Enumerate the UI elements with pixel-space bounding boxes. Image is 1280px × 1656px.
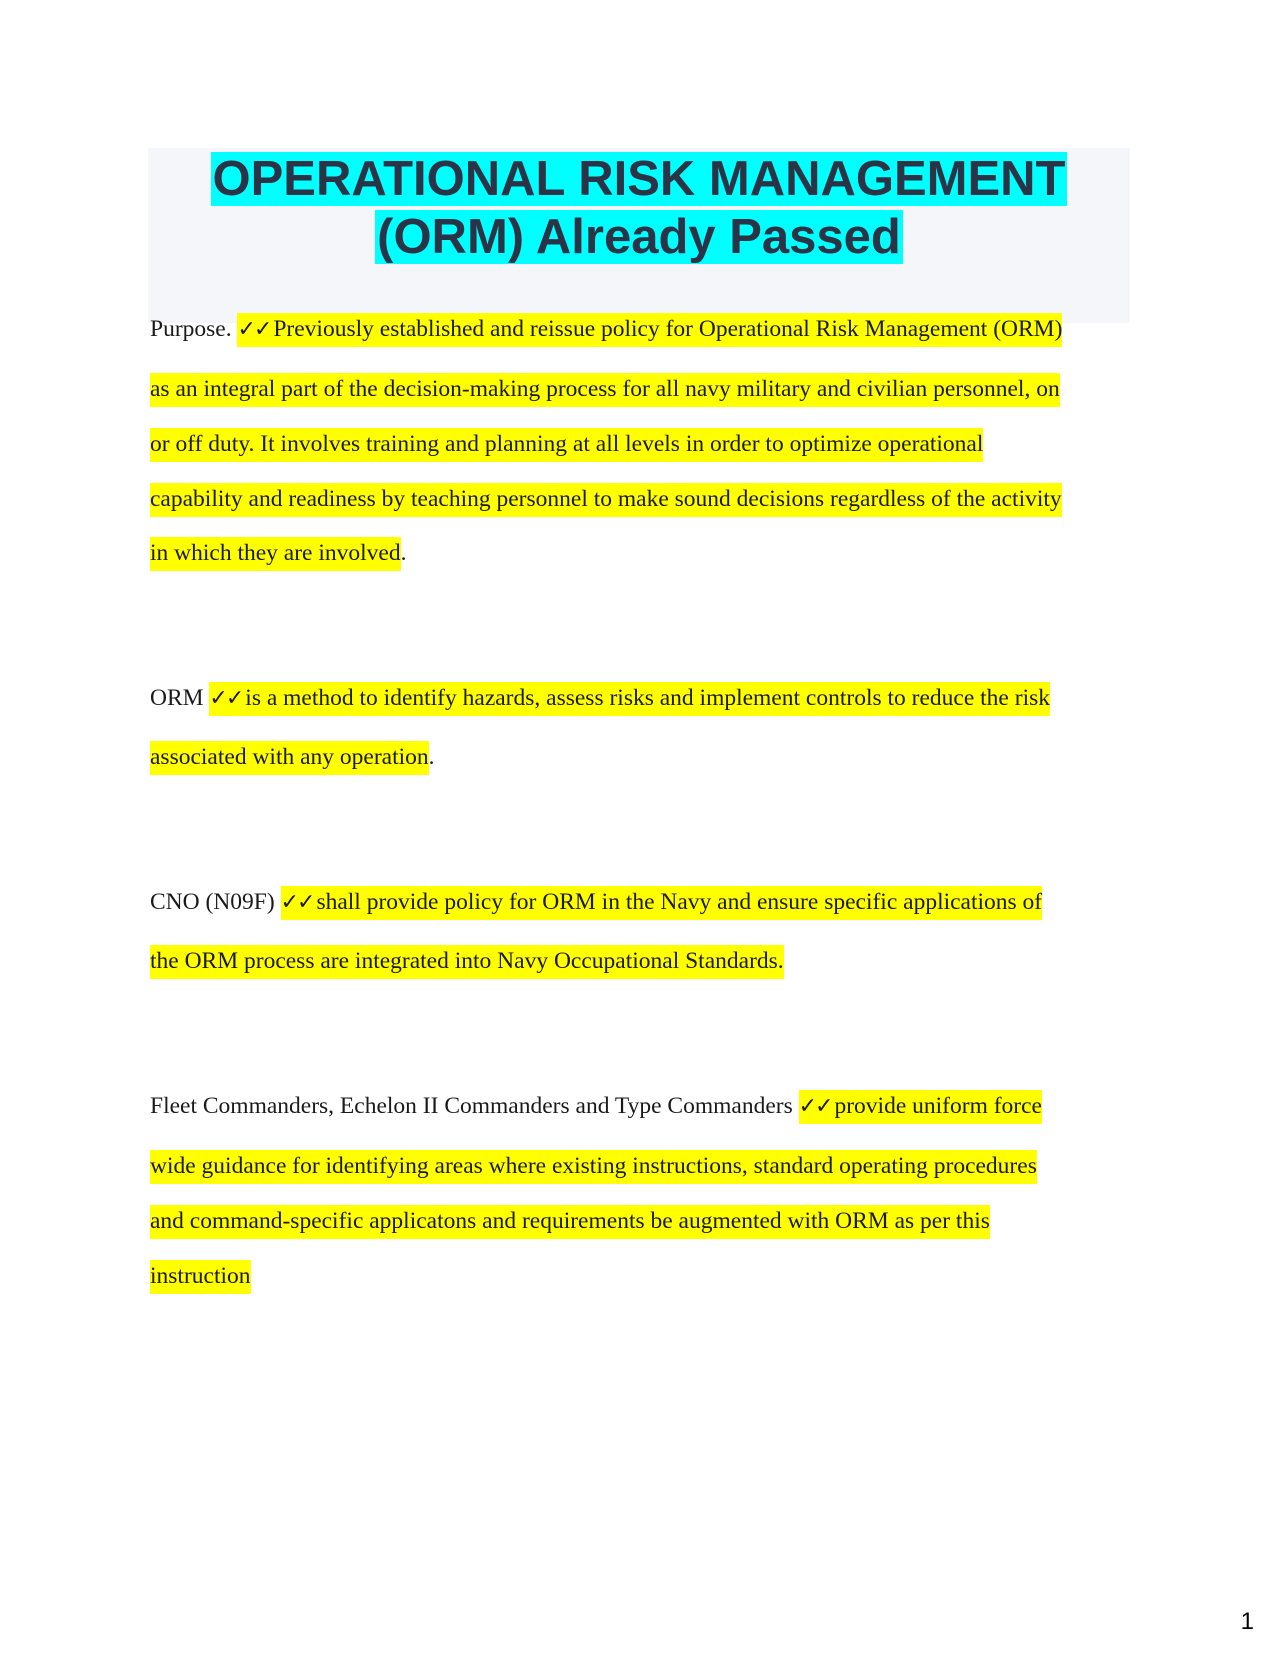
double-check-icon: ✓✓ — [280, 890, 314, 915]
entry-term: Fleet Commanders, Echelon II Commanders and Type Commanders — [150, 1093, 793, 1119]
double-check-icon: ✓✓ — [209, 686, 243, 711]
entry-term: Purpose. — [150, 316, 232, 342]
entry-answer-line: and command-specific applicatons and requirements be augmented with ORM as per this — [150, 1205, 990, 1239]
entry-answer-line: associated with any operation — [150, 741, 429, 775]
page-number: 1 — [1240, 1608, 1254, 1635]
double-check-icon: ✓✓ — [237, 317, 271, 342]
title-line-1: OPERATIONAL RISK MANAGEMENT — [212, 152, 1066, 206]
title-line-2: (ORM) Already Passed — [377, 210, 901, 264]
entry-answer-line: instruction — [150, 1260, 251, 1294]
title-block — [148, 148, 1130, 323]
entry-answer-line: capability and readiness by teaching personnel to make sound decisions regardless of the activity — [150, 483, 1062, 517]
entry-answer-line: is a method to identify hazards, assess risks and implement controls to reduce the risk — [245, 685, 1050, 711]
entry-answer-line: shall provide policy for ORM in the Navy and ensure specific applications of — [316, 889, 1043, 915]
entry-term: ORM — [150, 685, 204, 711]
entry-answer-line: in which they are involved — [150, 537, 401, 571]
entry-answer-line: provide uniform force — [834, 1093, 1042, 1119]
entry-end-punct: . — [400, 540, 407, 566]
entry-end-punct: . — [428, 744, 435, 770]
entry-answer-line: Previously established and reissue policy for Operational Risk Management (ORM) — [273, 316, 1063, 342]
entry-term: CNO (N09F) — [150, 889, 275, 915]
double-check-icon: ✓✓ — [798, 1094, 832, 1119]
entry-answer-line: wide guidance for identifying areas where existing instructions, standard operating procedures — [150, 1150, 1037, 1184]
entry-answer-line: the ORM process are integrated into Navy Occupational Standards. — [150, 945, 784, 979]
entry-answer-line: or off duty. It involves training and planning at all levels in order to optimize operational — [150, 428, 983, 462]
entry-answer-line: as an integral part of the decision-making process for all navy military and civilian personnel, on — [150, 373, 1060, 407]
